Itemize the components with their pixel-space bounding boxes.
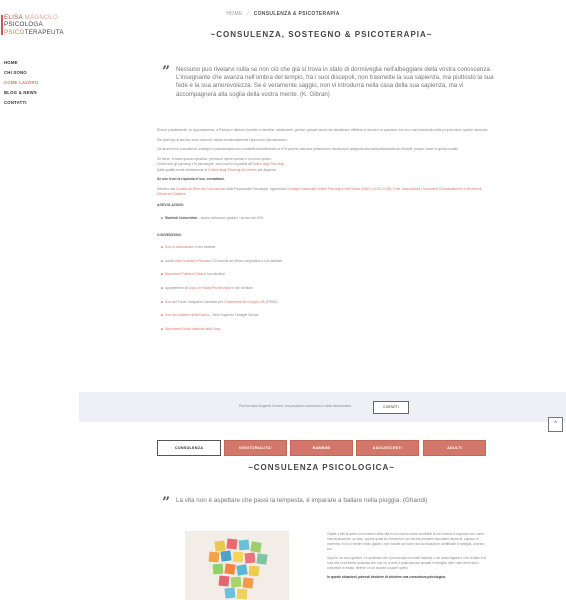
contact-band [79,392,566,422]
convenzione-rest: – Rete Supporto Famiglie Nichan [209,313,259,318]
body-p4-line3: Dalle qualità rende direttamente al [157,167,208,172]
convenzione-item [161,259,490,264]
main-nav [4,58,38,108]
logo-subtitle-b: TERAPEUTA [24,28,64,36]
bullet-icon: ■ [161,299,163,304]
body-p4-line2: Online tutti gli psicologi e le psicologhe, sono iscrivi a ripartirsi all' [157,162,252,167]
body-paragraph-3: Gli strumenti di consulenza, sostegno e psicoterapia sono modellati flessibilmente al 10% perché ciascuna prescrizione risulterà più adeguata alla dalla particolarità dei Modelli, proprio come in questi modelli. [157,147,459,152]
body-paragraph-1: Ricevo privatamente, su appuntamento, a Padova e dintorni, bambini e bambine, adolescenti, genitori, giovani adulti che desiderano riflettere e ritrovare su questioni che non ruoli scivolando nella propria vita in questo momento. [157,128,489,132]
convenzione-link[interactable]: Soci del collettivo della Donna [165,313,209,318]
tab-adulti[interactable]: ADULTI [423,440,486,456]
section-title: ~CONSULENZA PSICOLOGICA~ [248,463,395,472]
agevolazioni-item-rest: – anche sottoscoro gratuito / sconto del 20%. [198,215,265,220]
convenzione-item [161,327,490,332]
intro-quote-text: Nessuno può rivelarvi nulla se non ciò che già si trova in stato di dormiveglia nell'albeggiare della vostra conoscenza. L'insegnante che avanza nell'ombra del tempio, fra i suoi discepoli, non trasmette la sua sapienza, ma piuttosto la sua fede e la sua amorevolezza. Se è veramente saggio, non vi introdurrà nella casa della sua sapienza, ma vi accompagnerà alla soglia della vostra mente. (K. Gibran) [176,66,494,98]
convenzione-rest: CSI nonché ad Ufficio congiuntivo e loro familiari [211,258,283,263]
nav-item-home[interactable]: HOME [4,60,18,65]
convenzione-link[interactable]: i Dipendenti del Gruppo UBI [223,299,265,304]
breadcrumb-home[interactable]: HOME [226,11,243,17]
contact-prompt: Se non trovi la risposta di tuo, contattami. [157,177,225,182]
convenzione-item [161,245,490,250]
logo-title: PSICOLOGA [4,21,43,29]
agevolazioni-item [161,216,490,221]
section-body [327,532,489,584]
tab-genitorialita[interactable]: GENITORIALITA' [224,440,287,456]
nav-item-blog-news[interactable]: BLOG & NEWS [4,90,37,95]
link-societa[interactable]: Società dei Brevi ed Concussione [176,186,226,191]
nav-item-chi-sono[interactable]: CHI SONO [4,70,27,75]
quote-mark-icon: ” [162,64,171,80]
section-paragraph-2: Oppure, se sono genitori, c'è qualcosa che ci preoccupa nei nostri bambini o nei nostri ragazzi e che, di fatto è la cura che ci da intuire qualcosa che non va, a volte è qualcosa che accade in famiglia, altre volte viene dai lo comprese in media, diverse o non riuscire a capire quello. [327,556,486,570]
tab-adolescenti[interactable]: ADOLESCENTI [356,440,419,456]
convenzione-rest: e loro familiari [194,244,216,249]
logo-first-name: ELISA [4,14,23,21]
body-paragraph-2: Per quel tipo di servizio sono descritti, utilizzo tendenzialmente l'approccio psicodinamico. [157,137,288,142]
convenzione-pre: Iscritti [165,258,174,263]
sticky-notes-illustration [185,531,289,600]
link-consiglio[interactable]: Consiglio Nazionale Ordine Psicologi e dell'Ordine (EMDI, UCSS-COM), Conf. Associazioni | Movimenti Concassamento e Movimenti Difusa del Didattica [157,186,482,197]
bullet-icon: ■ [161,286,163,291]
sidebar [0,0,66,600]
nav-item-contatti[interactable]: CONTATTI [4,100,27,105]
convenzioni-heading: CONVENZIONI: [157,232,182,237]
bullet-icon: ■ [161,258,163,263]
nav-item-come-lavoro[interactable]: COME LAVORO [4,80,39,85]
tab-consulenza[interactable]: CONSULENZA [157,440,221,456]
section-paragraph-3: In queste situazioni, potresti decidere di chiedere una consulenza psicologica. [327,575,446,579]
agevolazioni-item-bold: Studenti Universitari [165,215,198,220]
tab-bambini[interactable]: BAMBINI [290,440,353,456]
scroll-to-top-icon[interactable]: ^ [548,417,563,432]
convenzione-rest: e loro familiari [232,286,253,291]
link-codice-psicologi[interactable]: Codice degli Psicologi del Veneto [208,167,257,172]
body-p4-end: per Apgenta. [257,167,277,172]
breadcrumb [0,11,566,17]
breadcrumb-current: CONSULENZA & PSICOTERAPIA [253,11,340,17]
convenzione-rest: e loro familiari [204,272,225,277]
breadcrumb-separator: / [247,11,249,17]
bullet-icon: ■ [161,313,163,318]
intro-body [157,128,490,341]
convenzione-item [161,313,490,318]
body-p6-start: Membro alla [157,186,176,191]
bullet-icon: ■ [161,215,163,220]
convenzione-pre: Appartenenti al [165,286,188,291]
quote-mark-icon: ” [162,495,171,511]
bullet-icon: ■ [161,272,163,277]
convenzione-link[interactable]: Soci di Associazioni [165,244,194,249]
convenzione-link[interactable]: Dipendenti Studio Medicali della Zona [165,327,221,332]
body-p4-line1: Se serve, in base quanto specifico, prendono ripresi spesso e di nuovo spazio. [157,157,272,162]
page-title: ~CONSULENZA, SOSTEGNO & PSICOTERAPIA~ [210,30,433,39]
link-ordine-psicologi[interactable]: Ordine degli Psicologi [252,162,284,167]
convenzione-link[interactable]: Dipendenti Polizia di Stato [165,272,204,277]
body-p6-mid: Italia Psicoanalisi Psicologici, rippresivari [226,186,287,191]
convenzione-link[interactable]: della Guardia di Finanza [174,258,211,263]
contact-band-text: Puoi sempre dirigermi il cenno, ma possiamo conoscersi e della decorazione. [239,404,352,408]
logo-last-name: MAGNOLO [24,14,59,21]
sticky-notes-image [185,531,289,600]
bullet-icon: ■ [161,244,163,249]
convenzione-rest: (FISDE) [265,299,278,304]
section-paragraph-1: Capita a tutti di avere un momento della vita in cui ci sono uscire inevitabili di non riuscire a superare soli, come una separazione, un lutto, oppure quasi un momento in cui dovete prendere importanti decisioni, capaca un momento in cui si sentire molto agitati o non riuscite ad uscire da una situazione conflittuale in famiglia, a lavoro, ecc. [327,532,486,551]
convenzione-item [161,272,490,277]
bullet-icon: ■ [161,327,163,332]
section-quote-text: La vita non è aspettare che passi la tempesta, è imparare a ballare nella pioggia. (Ghandi) [176,497,428,504]
body-paragraph-4 [157,157,490,173]
logo-subtitle-a: PSICO [4,28,25,36]
convenzione-item [161,300,490,305]
agevolazioni-heading: AGEVOLAZIONI: [157,203,184,208]
contact-button[interactable]: CONTATTI [373,401,409,414]
convenzione-link[interactable]: Corpo di Polizia Penitenziaria [188,286,232,291]
convenzione-pre: Soci del Fondo Integrativo Sanitario per [165,299,223,304]
convenzione-item [161,286,490,291]
body-paragraph-6 [157,187,490,197]
